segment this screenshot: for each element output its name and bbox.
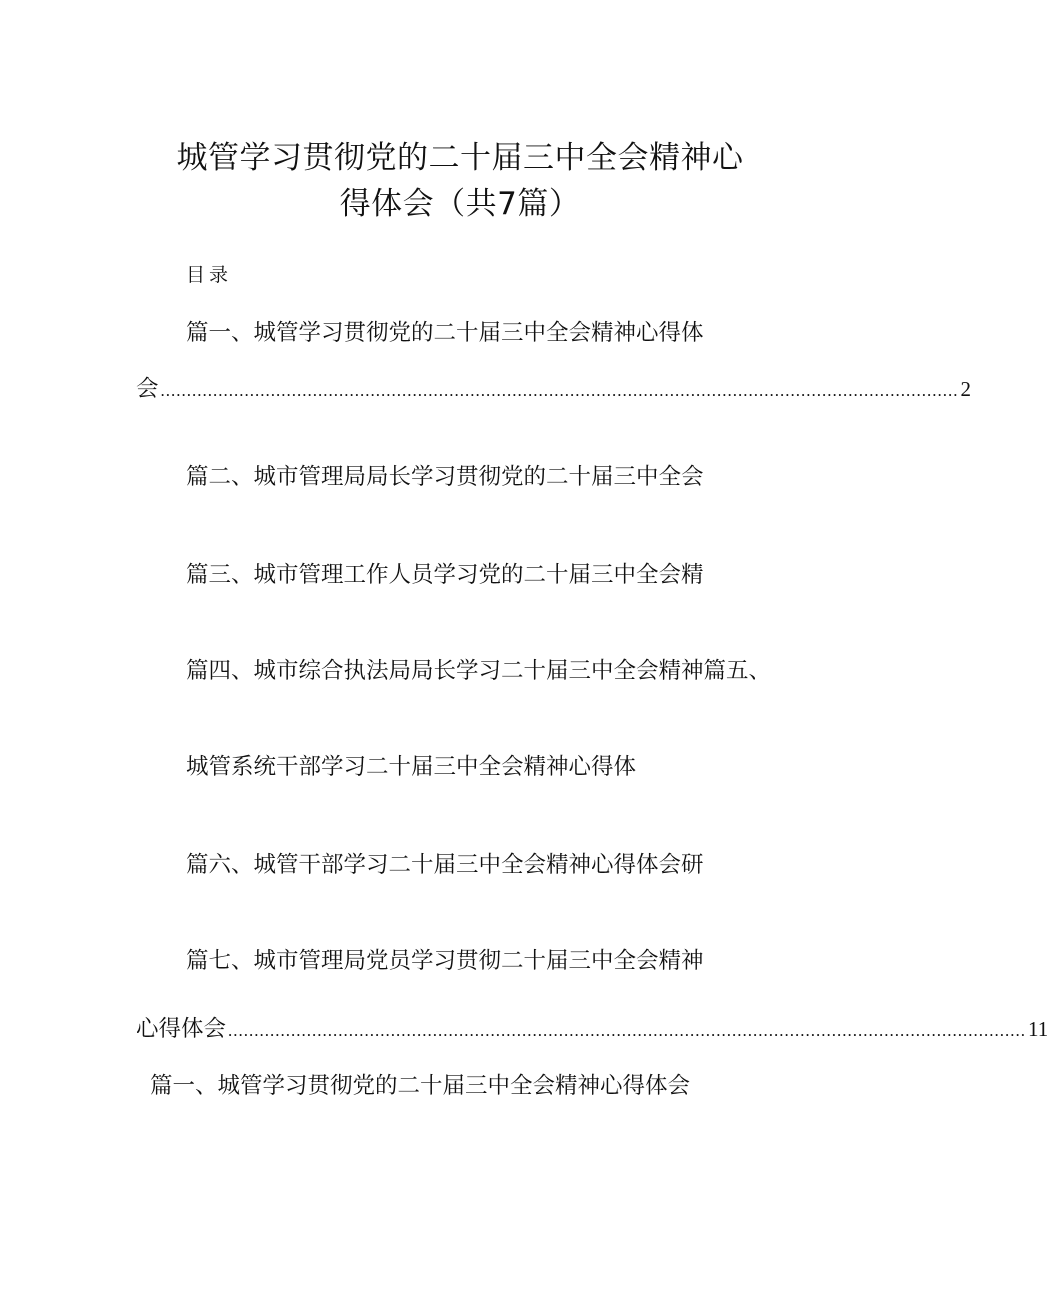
toc-entry-7-text: 心得体会 [136,1016,227,1042]
section-heading: 篇一、城管学习贯彻党的二十届三中全会精神心得体会 [150,1073,691,1099]
toc-entry-6[interactable]: 篇六、城管干部学习二十届三中全会精神心得体会研 [186,852,704,878]
toc-heading: 目录 [186,264,233,286]
toc-entry-1-text: 会 [136,376,159,402]
toc-entry-1-line-1[interactable]: 篇一、城管学习贯彻党的二十届三中全会精神心得体 [186,320,704,346]
toc-entry-4[interactable]: 篇四、城市综合执法局局长学习二十届三中全会精神篇五、 [186,658,772,684]
toc-entry-7-line-1[interactable]: 篇七、城市管理局党员学习贯彻二十届三中全会精神 [186,948,704,974]
dot-leader: ........................................................................................................................................................ [228,1021,1027,1040]
toc-entry-3[interactable]: 篇三、城市管理工作人员学习党的二十届三中全会精 [186,562,704,588]
toc-entry-7-line-2[interactable] [136,1014,1048,1046]
toc-entry-2[interactable]: 篇二、城市管理局局长学习贯彻党的二十届三中全会 [186,464,704,490]
toc-entry-1-page-number: 2 [960,377,972,401]
document-title-line-1: 城管学习贯彻党的二十届三中全会精神心 [176,140,744,176]
toc-entry-7-page-number: 11 [1028,1017,1048,1041]
toc-entry-5[interactable]: 城管系统干部学习二十届三中全会精神心得体 [186,754,637,780]
document-title-line-2: 得体会（共7篇） [339,186,581,222]
toc-entry-1-line-2[interactable] [136,374,972,406]
dot-leader: ........................................................................................................................................................ [160,381,959,400]
